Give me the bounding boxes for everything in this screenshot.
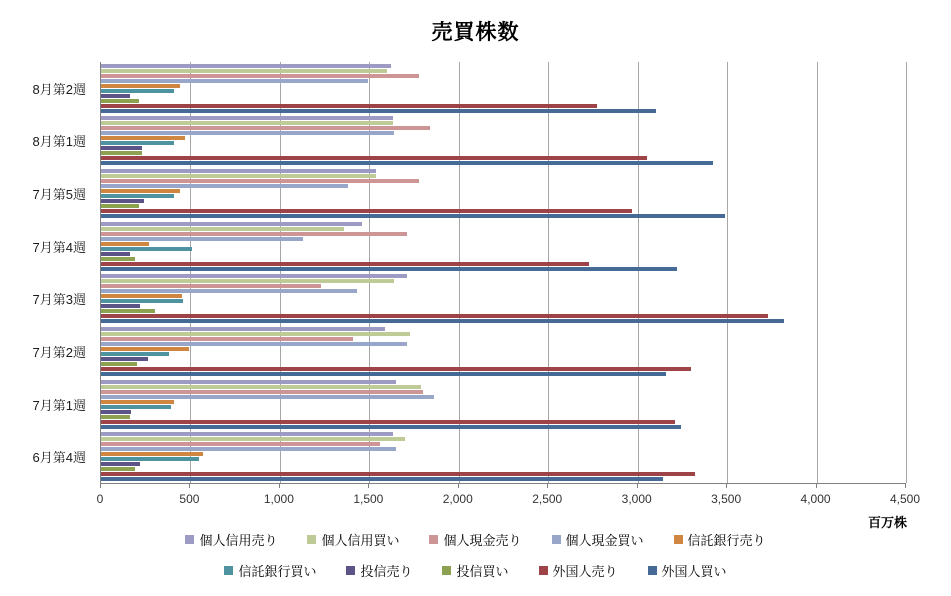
- y-axis-category-label: 7月第3週: [32, 292, 86, 308]
- bar-信託銀行売り: [101, 136, 185, 140]
- bar-個人信用売り: [101, 169, 376, 173]
- gridline: [906, 62, 907, 483]
- bar-外国人買い: [101, 372, 666, 376]
- bar-個人現金買い: [101, 79, 368, 83]
- bar-信託銀行買い: [101, 247, 192, 251]
- legend-label: 信託銀行買い: [238, 564, 317, 579]
- y-axis-category-label: 7月第2週: [32, 344, 86, 360]
- bar-外国人売り: [101, 367, 691, 371]
- x-axis-tick-label: 4,500: [889, 492, 921, 506]
- bar-信託銀行買い: [101, 352, 169, 356]
- x-axis-tick: [637, 484, 638, 488]
- bar-外国人買い: [101, 319, 784, 323]
- legend-label: 個人信用売り: [199, 533, 278, 548]
- bar-信託銀行売り: [101, 400, 174, 404]
- bar-信託銀行売り: [101, 294, 182, 298]
- bar-信託銀行買い: [101, 457, 199, 461]
- legend-item-投信売り: [346, 561, 412, 580]
- bar-groups: [101, 62, 906, 483]
- x-axis-tick: [368, 484, 369, 488]
- bar-個人現金買い: [101, 237, 303, 241]
- bar-group-7月第1週: [101, 378, 906, 431]
- y-axis-category-label: 7月第1週: [32, 397, 86, 413]
- legend-label: 個人信用買い: [321, 533, 400, 548]
- x-axis-tick-label: 0: [96, 492, 104, 506]
- bar-投信売り: [101, 357, 148, 361]
- bar-外国人買い: [101, 267, 677, 271]
- x-axis-ticks: [100, 484, 905, 488]
- bar-個人現金売り: [101, 442, 380, 446]
- bar-個人現金売り: [101, 232, 407, 236]
- bar-個人現金買い: [101, 342, 407, 346]
- x-axis-tick: [100, 484, 101, 488]
- bar-外国人買い: [101, 109, 656, 113]
- legend-swatch-icon: [648, 566, 657, 575]
- bar-外国人買い: [101, 477, 663, 481]
- bar-信託銀行買い: [101, 405, 171, 409]
- bar-外国人買い: [101, 161, 713, 165]
- chart-title: 売買株数: [431, 21, 520, 44]
- plot-area: [100, 62, 906, 484]
- y-axis-category-label: 8月第1週: [32, 134, 86, 150]
- bar-投信買い: [101, 362, 137, 366]
- bar-投信買い: [101, 204, 139, 208]
- legend-label: 外国人買い: [661, 564, 727, 579]
- bar-group-6月第4週: [101, 430, 906, 483]
- legend-swatch-icon: [552, 535, 561, 544]
- legend-item-個人信用買い: [307, 530, 399, 549]
- legend-swatch-icon: [224, 566, 233, 575]
- bar-投信売り: [101, 199, 144, 203]
- bar-個人現金売り: [101, 390, 423, 394]
- bar-個人信用売り: [101, 380, 396, 384]
- bar-個人信用買い: [101, 385, 421, 389]
- bar-信託銀行買い: [101, 194, 174, 198]
- legend-item-信託銀行買い: [224, 561, 316, 580]
- bar-group-7月第4週: [101, 220, 906, 273]
- bar-個人現金買い: [101, 184, 348, 188]
- x-axis-unit-label: 百万株: [867, 515, 907, 530]
- bar-投信買い: [101, 467, 135, 471]
- x-axis-tick-label: 2,000: [442, 492, 473, 506]
- x-axis-tick-label: 3,500: [711, 492, 742, 506]
- bar-個人信用買い: [101, 279, 394, 283]
- legend-item-信託銀行売り: [674, 530, 766, 549]
- bar-個人信用売り: [101, 116, 393, 120]
- bar-個人信用売り: [101, 432, 393, 436]
- legend-row-1: [0, 530, 951, 549]
- bar-個人信用売り: [101, 274, 407, 278]
- bar-投信売り: [101, 304, 140, 308]
- legend-item-個人現金買い: [552, 530, 644, 549]
- bar-個人現金売り: [101, 337, 353, 341]
- legend-label: 信託銀行売り: [687, 533, 766, 548]
- bar-投信売り: [101, 410, 131, 414]
- bar-個人信用買い: [101, 437, 405, 441]
- bar-group-7月第5週: [101, 167, 906, 220]
- x-axis-tick-label: 500: [179, 492, 200, 506]
- bar-個人信用売り: [101, 64, 391, 68]
- legend-item-投信買い: [442, 561, 508, 580]
- legend-item-個人信用売り: [185, 530, 277, 549]
- legend-item-外国人買い: [648, 561, 727, 580]
- bar-個人現金買い: [101, 395, 434, 399]
- legend-swatch-icon: [185, 535, 194, 544]
- bar-個人現金買い: [101, 131, 394, 135]
- bar-外国人売り: [101, 314, 768, 318]
- legend-item-外国人売り: [539, 561, 618, 580]
- y-axis-category-label: 8月第2週: [32, 81, 86, 97]
- bar-外国人売り: [101, 209, 632, 213]
- bar-個人信用買い: [101, 121, 393, 125]
- bar-外国人買い: [101, 214, 725, 218]
- bar-個人現金売り: [101, 284, 321, 288]
- bar-投信売り: [101, 146, 142, 150]
- legend-swatch-icon: [307, 535, 316, 544]
- x-axis-tick: [816, 484, 817, 488]
- bar-個人現金買い: [101, 447, 396, 451]
- y-axis-labels: [0, 62, 92, 483]
- x-axis-tick-label: 3,000: [621, 492, 652, 506]
- bar-信託銀行売り: [101, 242, 149, 246]
- bar-信託銀行売り: [101, 452, 203, 456]
- y-axis-category-label: 7月第4週: [32, 239, 86, 255]
- bar-個人信用売り: [101, 327, 385, 331]
- x-axis-tick-label: 1,000: [263, 492, 294, 506]
- bar-group-7月第3週: [101, 273, 906, 326]
- bar-個人信用買い: [101, 332, 410, 336]
- bar-個人現金買い: [101, 289, 357, 293]
- bar-個人信用買い: [101, 227, 344, 231]
- bar-信託銀行買い: [101, 299, 183, 303]
- bar-信託銀行売り: [101, 347, 189, 351]
- y-axis-category-label: 6月第4週: [32, 450, 86, 466]
- bar-外国人売り: [101, 262, 589, 266]
- x-axis-tick-label: 2,500: [532, 492, 563, 506]
- x-axis-tick: [458, 484, 459, 488]
- bar-投信売り: [101, 252, 130, 256]
- legend-row-2: [0, 561, 951, 580]
- x-axis-tick: [279, 484, 280, 488]
- bar-投信買い: [101, 99, 139, 103]
- legend-label: 外国人売り: [552, 564, 618, 579]
- bar-個人信用買い: [101, 174, 376, 178]
- legend-label: 個人現金売り: [443, 533, 522, 548]
- legend-item-個人現金売り: [429, 530, 521, 549]
- bar-外国人売り: [101, 472, 695, 476]
- x-axis-tick-label: 1,500: [353, 492, 384, 506]
- x-axis-tick: [547, 484, 548, 488]
- bar-個人信用売り: [101, 222, 362, 226]
- x-axis-tick-label: 4,000: [800, 492, 831, 506]
- legend-label: 投信売り: [360, 564, 413, 579]
- bar-信託銀行売り: [101, 189, 180, 193]
- legend-swatch-icon: [539, 566, 548, 575]
- legend-swatch-icon: [442, 566, 451, 575]
- bar-個人現金売り: [101, 179, 419, 183]
- bar-外国人売り: [101, 104, 597, 108]
- bar-個人現金売り: [101, 126, 430, 130]
- bar-group-8月第2週: [101, 62, 906, 115]
- x-axis-tick: [905, 484, 906, 488]
- bar-個人現金売り: [101, 74, 419, 78]
- bar-信託銀行売り: [101, 84, 180, 88]
- bar-group-7月第2週: [101, 325, 906, 378]
- bar-group-8月第1週: [101, 115, 906, 168]
- bar-外国人買い: [101, 425, 681, 429]
- bar-信託銀行買い: [101, 141, 174, 145]
- bar-投信買い: [101, 151, 142, 155]
- bar-外国人売り: [101, 156, 647, 160]
- bar-投信売り: [101, 462, 140, 466]
- legend-swatch-icon: [429, 535, 438, 544]
- bar-個人信用買い: [101, 69, 387, 73]
- bar-信託銀行買い: [101, 89, 174, 93]
- legend-swatch-icon: [346, 566, 355, 575]
- x-axis-labels: [96, 492, 921, 506]
- legend-swatch-icon: [674, 535, 683, 544]
- bar-投信買い: [101, 415, 130, 419]
- bar-投信買い: [101, 309, 155, 313]
- legend-label: 投信買い: [456, 564, 509, 579]
- legend-label: 個人現金買い: [565, 533, 644, 548]
- y-axis-category-label: 7月第5週: [32, 187, 86, 203]
- x-axis-tick: [189, 484, 190, 488]
- bar-外国人売り: [101, 420, 675, 424]
- x-axis-tick: [726, 484, 727, 488]
- bar-投信買い: [101, 257, 135, 261]
- bar-投信売り: [101, 94, 130, 98]
